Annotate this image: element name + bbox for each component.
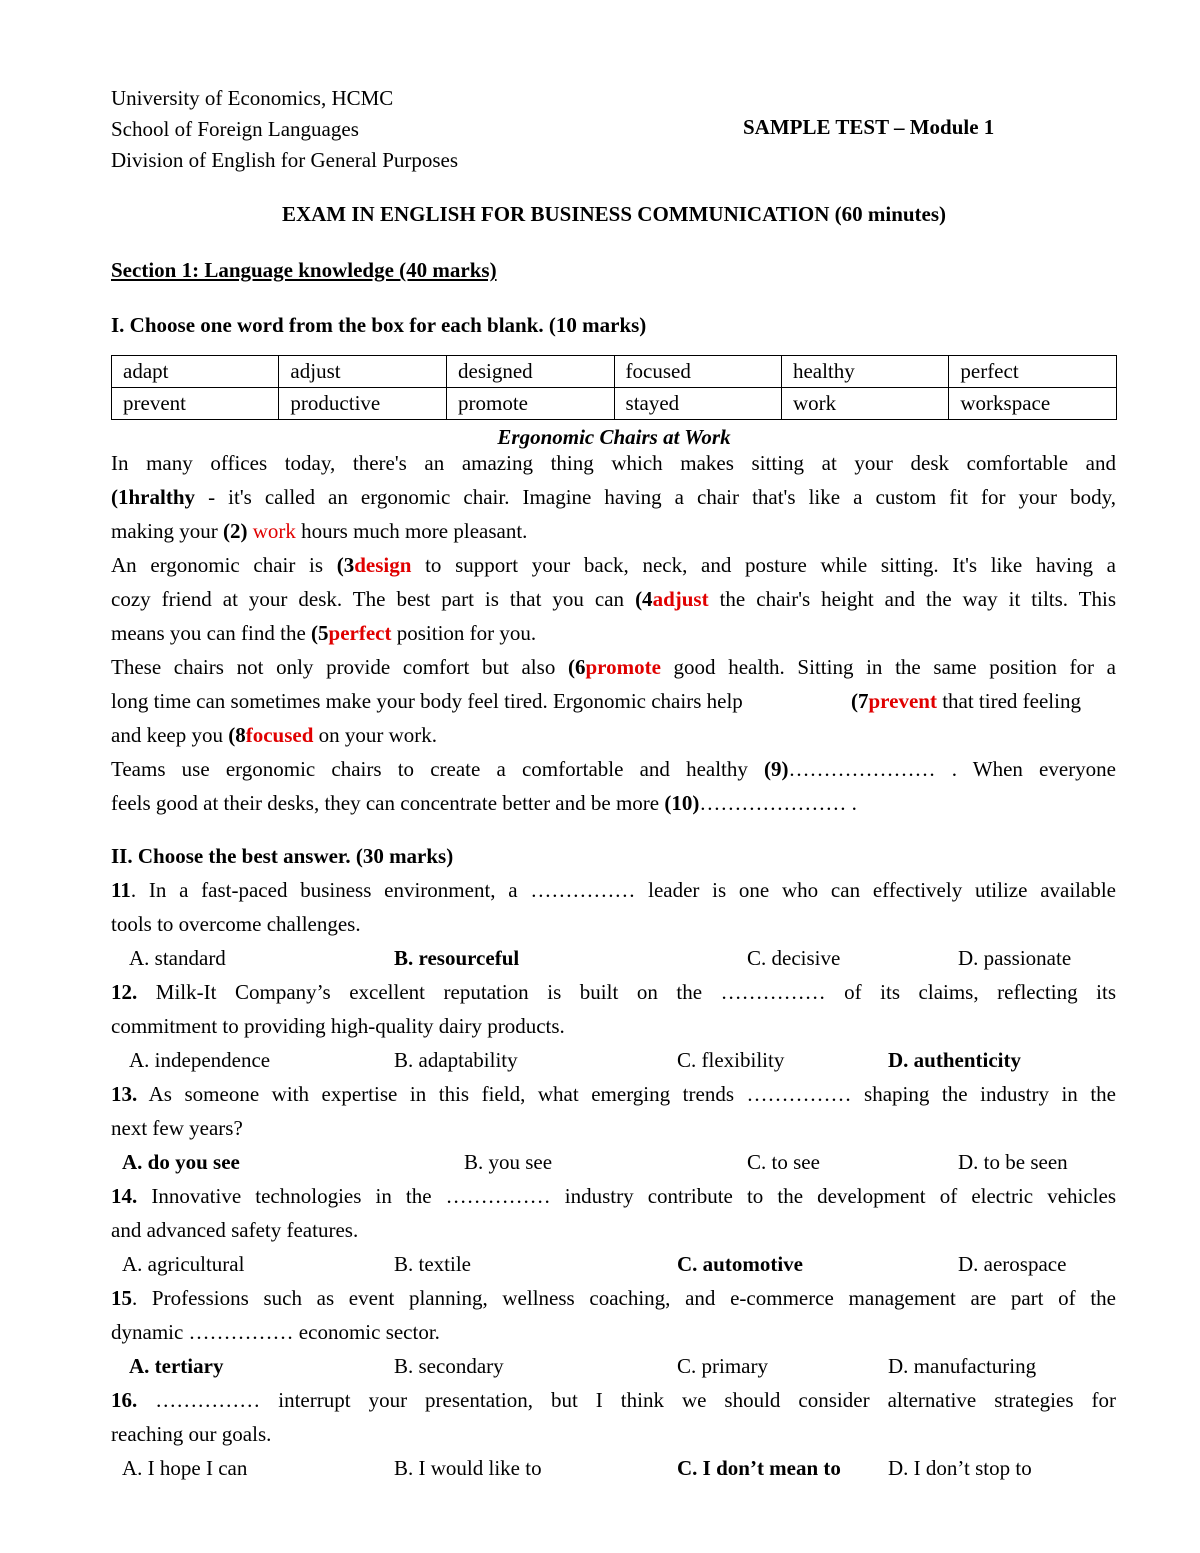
question-text: …………… interrupt your presentation, but I think we should consider alternative strategies for <box>137 1388 1116 1412</box>
passage-text: good health. Sitting in the same position for a <box>660 655 1116 679</box>
option-a-correct: A. tertiary <box>129 1354 224 1378</box>
exam-title: EXAM IN ENGLISH FOR BUSINESS COMMUNICATION (60 minutes) <box>281 202 947 226</box>
question-11 <box>111 880 1116 901</box>
option-c-correct: C. I don’t mean to <box>677 1456 841 1480</box>
question-13 <box>111 1084 1116 1105</box>
question-text: Professions such as event planning, wellness coaching, and e-commerce management are part of the <box>137 1286 1116 1310</box>
question-text: Milk-It Company’s excellent reputation is built on the …………… of its claims, reflecting its <box>137 980 1116 1004</box>
passage-text: ………………… . When everyone <box>788 757 1117 781</box>
word-cell: adapt <box>112 356 279 388</box>
option-b: B. you see <box>464 1150 553 1174</box>
blank-number: (6 <box>567 655 586 679</box>
option-a: A. standard <box>129 946 226 970</box>
option-b: B. secondary <box>394 1354 504 1378</box>
question-16 <box>111 1390 1116 1411</box>
passage-tail <box>851 691 1081 712</box>
question-text-cont: dynamic …………… economic sector. <box>111 1320 440 1344</box>
answer-7: prevent <box>868 689 937 713</box>
word-cell: focused <box>614 356 781 388</box>
option-c: C. flexibility <box>677 1048 785 1072</box>
question-text-cont: and advanced safety features. <box>111 1218 359 1242</box>
option-a-correct: A. do you see <box>122 1150 240 1174</box>
option-c: C. primary <box>677 1354 768 1378</box>
part-1-title: I. Choose one word from the box for each blank. (10 marks) <box>111 313 647 337</box>
blank-number: (7 <box>851 689 869 713</box>
blank-number: (8 <box>228 723 246 747</box>
passage-text: hours much more pleasant. <box>295 519 528 543</box>
passage-line <box>111 759 1116 780</box>
option-d: D. passionate <box>958 946 1072 970</box>
answer-1: hralthy <box>128 485 196 509</box>
passage-line <box>111 691 1116 712</box>
section-1-title: Section 1: Language knowledge (40 marks) <box>111 258 497 282</box>
option-b: B. adaptability <box>394 1048 518 1072</box>
school-name: School of Foreign Languages <box>111 117 359 141</box>
passage-line <box>111 623 536 644</box>
question-12 <box>111 982 1116 1003</box>
word-cell: prevent <box>112 388 279 420</box>
question-text: As someone with expertise in this field, what emerging trends …………… shaping the industry in the <box>137 1082 1116 1106</box>
passage-title: Ergonomic Chairs at Work <box>497 425 731 449</box>
passage-text: and keep you <box>111 723 229 747</box>
blank-number: (4 <box>635 587 653 611</box>
option-d: D. to be seen <box>958 1150 1068 1174</box>
word-cell: perfect <box>949 356 1117 388</box>
question-text-cont: next few years? <box>111 1116 243 1140</box>
passage-text: to support your back, neck, and posture while sitting. It's like having a <box>411 553 1116 577</box>
passage-line <box>111 555 1116 576</box>
word-cell: stayed <box>614 388 781 420</box>
passage-line <box>111 589 1116 610</box>
option-a: A. I hope I can <box>122 1456 248 1480</box>
word-cell: promote <box>447 388 615 420</box>
passage-text: that tired feeling <box>936 689 1081 713</box>
question-text: Innovative technologies in the …………… industry contribute to the development of electric vehicles <box>137 1184 1116 1208</box>
option-d: D. manufacturing <box>888 1354 1037 1378</box>
passage-text: making your <box>111 519 223 543</box>
passage-line <box>111 725 437 746</box>
option-b-correct: B. resourceful <box>394 946 520 970</box>
option-b: B. I would like to <box>394 1456 542 1480</box>
passage-text: - it's called an ergonomic chair. Imagine having a chair that's like a custom fit for your body, <box>195 485 1116 509</box>
question-number: 16. <box>111 1388 138 1412</box>
word-box-row <box>112 388 1117 420</box>
passage-text: An ergonomic chair is <box>111 553 337 577</box>
answer-3: design <box>354 553 412 577</box>
passage-text: means you can find the <box>111 621 312 645</box>
passage-text: Teams use ergonomic chairs to create a comfortable and healthy <box>111 757 765 781</box>
option-d: D. I don’t stop to <box>888 1456 1032 1480</box>
blank-number: (5 <box>311 621 329 645</box>
question-number: 15 <box>111 1286 132 1310</box>
blank-number: (10) <box>664 791 700 815</box>
answer-4: adjust <box>652 587 709 611</box>
question-15 <box>111 1288 1116 1309</box>
sample-test-prefix: SAMPLE TEST – <box>743 115 910 139</box>
option-d-correct: D. authenticity <box>888 1048 1021 1072</box>
passage-text: cozy friend at your desk. The best part is that you can <box>111 587 636 611</box>
word-box-row <box>112 356 1117 388</box>
question-text: In a fast-paced business environment, a …………… leader is one who can effectively utilize available <box>136 878 1116 902</box>
question-text-cont: commitment to providing high-quality dairy products. <box>111 1014 565 1038</box>
university-name: University of Economics, HCMC <box>111 86 394 110</box>
answer-2: work <box>252 519 296 543</box>
blank-number: (1 <box>111 485 129 509</box>
question-text-cont: reaching our goals. <box>111 1422 272 1446</box>
option-c: C. to see <box>747 1150 820 1174</box>
word-cell: designed <box>447 356 615 388</box>
question-number: 13. <box>111 1082 138 1106</box>
question-14 <box>111 1186 1116 1207</box>
answer-8: focused <box>245 723 314 747</box>
passage-text: position for you. <box>391 621 537 645</box>
option-a: A. independence <box>129 1048 271 1072</box>
question-text-cont: tools to overcome challenges. <box>111 912 361 936</box>
passage-line: In many offices today, there's an amazing thing which makes sitting at your desk comfortable and <box>111 451 1116 475</box>
passage-text: feels good at their desks, they can concentrate better and be more <box>111 791 665 815</box>
passage-line <box>111 657 1116 678</box>
passage-text: the chair's height and the way it tilts. This <box>708 587 1117 611</box>
word-cell: healthy <box>781 356 948 388</box>
question-number: 12. <box>111 980 138 1004</box>
word-cell: adjust <box>279 356 447 388</box>
division-name: Division of English for General Purposes <box>111 148 459 172</box>
passage-line <box>111 521 527 542</box>
word-cell: workspace <box>949 388 1117 420</box>
option-c-correct: C. automotive <box>677 1252 803 1276</box>
sample-test-module: Module 1 <box>909 115 995 139</box>
option-c: C. decisive <box>747 946 841 970</box>
answer-6: promote <box>585 655 661 679</box>
answer-5: perfect <box>328 621 392 645</box>
blank-number: (3 <box>336 553 355 577</box>
passage-text: on your work. <box>313 723 438 747</box>
blank-number: (2) <box>222 519 248 543</box>
question-dot: . <box>130 878 137 902</box>
question-number: 11 <box>111 878 131 902</box>
sample-test-label <box>743 117 994 138</box>
question-number: 14. <box>111 1184 138 1208</box>
question-dot: . <box>132 1286 138 1310</box>
word-cell: productive <box>279 388 447 420</box>
option-a: A. agricultural <box>122 1252 245 1276</box>
part-2-title: II. Choose the best answer. (30 marks) <box>111 844 454 868</box>
word-cell: work <box>781 388 948 420</box>
passage-line <box>111 793 857 814</box>
option-b: B. textile <box>394 1252 471 1276</box>
blank-number: (9) <box>764 757 789 781</box>
option-d: D. aerospace <box>958 1252 1067 1276</box>
passage-text: long time can sometimes make your body feel tired. Ergonomic chairs help <box>111 689 743 713</box>
passage-text: ………………… . <box>699 791 857 815</box>
word-box <box>111 355 1117 420</box>
passage-line <box>111 487 1116 508</box>
passage-text: These chairs not only provide comfort but also <box>111 655 568 679</box>
